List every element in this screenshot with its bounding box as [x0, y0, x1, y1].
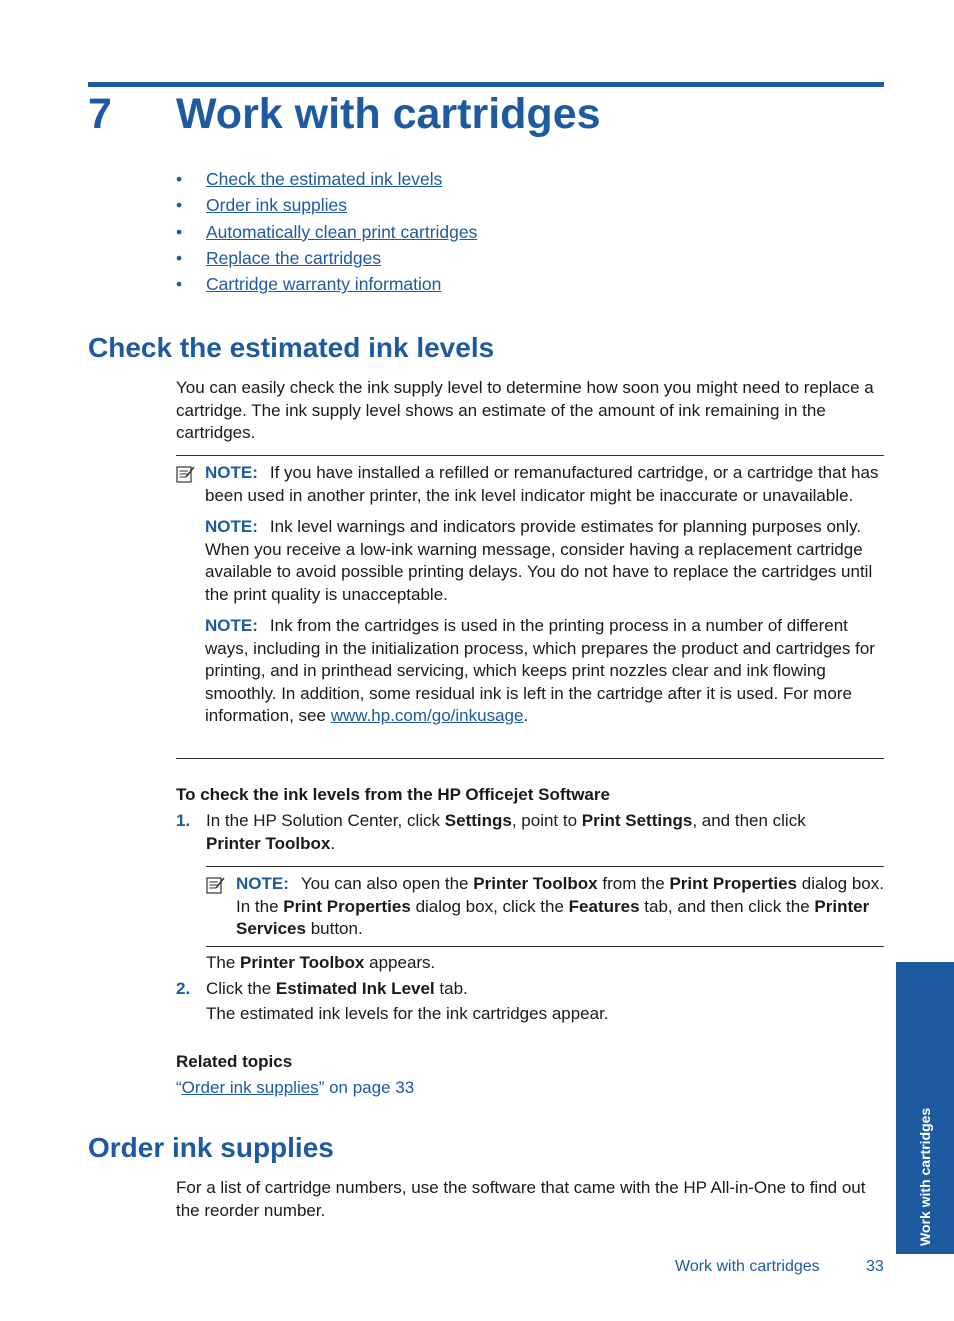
note-text: from the [602, 874, 665, 893]
related-topics-title: Related topics [176, 1052, 293, 1071]
note-icon [206, 875, 226, 895]
toc-bullet: • [176, 247, 183, 268]
ui-term: Printer Services [236, 896, 870, 938]
step-number: 1. [176, 811, 191, 830]
footer-page-number: 33 [866, 1258, 884, 1275]
footer-chapter-label: Work with cartridges [675, 1258, 820, 1275]
inkusage-link[interactable]: www.hp.com/go/inkusage [330, 706, 524, 725]
chapter-side-tab [896, 962, 954, 1254]
note-label: NOTE: [236, 874, 289, 893]
note-label: NOTE: [205, 517, 258, 536]
chapter-title: Work with cartridges [176, 90, 601, 138]
related-quote-open: “ [176, 1078, 182, 1097]
note-label: NOTE: [205, 463, 258, 482]
section-intro-check-ink: You can easily check the ink supply level to determine how soon you might need to replace a cartridge. The ink supply level shows an estimate of the amount of ink remaining in the cartridges. [176, 378, 874, 442]
toc-bullet: • [176, 274, 183, 295]
step-number: 2. [176, 979, 191, 998]
side-tab-label: Work with cartridges [917, 1107, 933, 1246]
chapter-top-rule [88, 82, 884, 87]
related-link-order-ink[interactable]: Order ink supplies [181, 1078, 319, 1097]
ui-term: Print Properties [669, 874, 797, 893]
chapter-toc [176, 168, 477, 299]
note-text: You can also open the [300, 874, 469, 893]
ui-term: Print Properties [283, 896, 411, 916]
step-text: . [330, 833, 336, 853]
toc-link-clean-cartridges[interactable]: Automatically clean print cartridges [206, 221, 478, 242]
toc-item [176, 247, 477, 273]
ui-term: Settings [444, 811, 512, 830]
note-block [206, 866, 884, 947]
note-block [176, 455, 884, 759]
step-text: tab. [439, 979, 468, 998]
note-icon [176, 464, 196, 484]
step-2 [176, 978, 468, 1001]
note-label: NOTE: [205, 616, 258, 635]
ui-term: Print Settings [581, 811, 693, 830]
section-heading-check-ink: Check the estimated ink levels [88, 332, 495, 363]
ui-term: Features [568, 896, 640, 916]
related-page-ref: ” on page 33 [318, 1078, 415, 1097]
step-text: appears. [369, 953, 436, 972]
toc-link-order-ink[interactable]: Order ink supplies [206, 195, 348, 216]
toc-bullet: • [176, 169, 183, 189]
step-text: In the HP Solution Center, click [206, 811, 441, 830]
toc-link-warranty[interactable]: Cartridge warranty information [206, 274, 442, 295]
note-text-end: . [523, 706, 529, 725]
toc-link-check-ink[interactable]: Check the estimated ink levels [206, 169, 443, 189]
step-text: Click the [206, 979, 272, 998]
toc-bullet: • [176, 221, 183, 242]
toc-item [176, 168, 477, 194]
step-text: , and then click [692, 811, 806, 830]
note-text: tab, and then click the [644, 896, 810, 916]
ui-term: Printer Toolbox [473, 874, 598, 893]
ui-term: Printer Toolbox [240, 953, 365, 972]
step-1-result [206, 952, 435, 975]
ui-term: Estimated Ink Level [275, 979, 435, 998]
note-text: If you have installed a refilled or remanufactured cartridge, or a cartridge that has been used in another printer, the ink level indicator might be inaccurate or unavailable. [205, 463, 879, 505]
step-1 [176, 810, 876, 855]
note-text: dialog box. In the [236, 874, 884, 916]
note-text: Ink level warnings and indicators provide estimates for planning purposes only. When you receive a low-ink warning message, consider having a replacement cartridge available to avoid possible printing delays. You do not have to replace the cartridges until the print quality is unacceptable. [205, 517, 873, 604]
chapter-number: 7 [88, 90, 112, 138]
procedure-title: To check the ink levels from the HP Officejet Software [176, 785, 610, 804]
related-topic [176, 1077, 414, 1100]
toc-item [176, 194, 477, 220]
note-text: dialog box, click the [415, 896, 564, 916]
section-intro-order-ink: For a list of cartridge numbers, use the software that came with the HP All-in-One to find out the reorder number. [176, 1178, 866, 1220]
note-paragraph [205, 516, 887, 606]
note-text: button. [310, 919, 363, 938]
note-content [236, 873, 886, 941]
note-paragraph [236, 873, 886, 941]
note-content [205, 462, 887, 728]
note-paragraph [205, 615, 887, 728]
toc-bullet: • [176, 195, 183, 216]
toc-link-replace-cartridges[interactable]: Replace the cartridges [206, 247, 382, 268]
ui-term: Printer Toolbox [206, 833, 331, 853]
toc-item [176, 273, 477, 299]
step-text: The [206, 953, 236, 972]
step-2-result: The estimated ink levels for the ink cartridges appear. [206, 1004, 609, 1023]
step-text: , point to [511, 811, 578, 830]
toc-item [176, 221, 477, 247]
note-paragraph [205, 462, 887, 507]
note-text: Ink from the cartridges is used in the printing process in a number of different ways, including in the initialization process, which prepares the product and cartridges for printing, and in printhead servicing, which keeps print nozzles clear and ink flowing smoothly. In addition, some residual ink is left in the cartridge after it is used. For more information, see [205, 616, 875, 725]
section-heading-order-ink: Order ink supplies [88, 1132, 334, 1163]
